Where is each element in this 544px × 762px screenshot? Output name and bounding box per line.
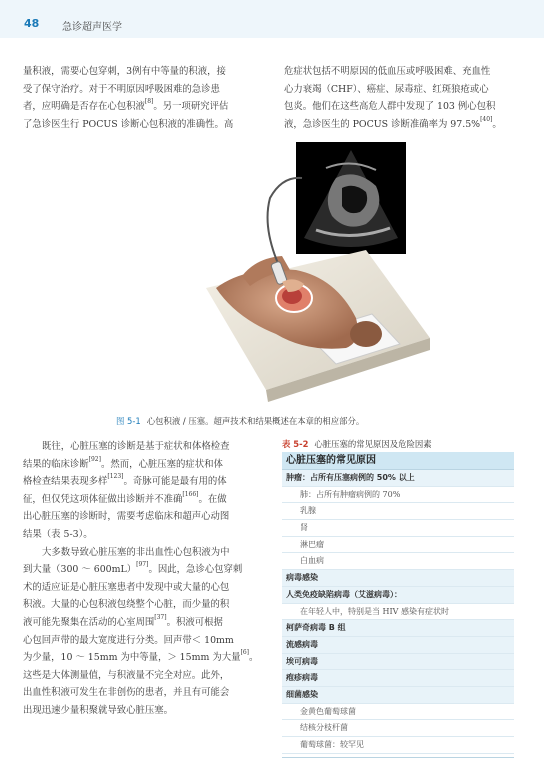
table-row: 白血病	[282, 553, 514, 570]
table-row: 在年轻人中，特别是当 HIV 感染有症状时	[282, 604, 514, 621]
table-title	[282, 438, 514, 452]
table-row: 肾	[282, 520, 514, 537]
bottom-left-paragraph: 既往，心脏压塞的诊断是基于症状和体格检查 结果的临床诊断[92]。然而，心脏压塞的症状和体 格检查结果表现多样[123]。奇脉可能是最有用的体 征，但仅凭这项体征做出诊断并不准确[166]。在做 出心脏压塞的诊断时，需要考虑临床和超声心动图 结果（表 5-3）。 大多数导致心脏压塞的非出血性心包积液为中 到大量（300 ～ 600mL）[97]。因此，急诊心包穿刺 术的适应证是心脏压塞患者中发现中或大量的心包 积液。大量的心包积液包绕整个心脏，而少量的积 液可能先聚集在活动的心室周围[37]。积液可根据 心包回声带的最大宽度进行分类。回声带＜ 10mm 为少量，10 ～ 15mm 为中等量，＞ 15mm 为大量[6]。 这些是大体测量值，与积液量不完全对应。此外， 出血性积液可发生在非创伤的患者，并且有可能会 出现迅速少量积聚就导致心脏压塞。	[23, 441, 259, 716]
table-header: 心脏压塞的常见原因	[282, 452, 514, 470]
table-row: 淋巴瘤	[282, 537, 514, 554]
table-row: 肺：占所有肿瘤病例的 70%	[282, 487, 514, 504]
table-bottom-rule	[282, 757, 514, 758]
figure-caption	[116, 415, 364, 427]
table-label: 表 5-2	[282, 439, 309, 449]
citation: [123]	[107, 473, 124, 481]
top-right-paragraph: 危症状包括不明原因的低血压或呼吸困难、充血性 心力衰竭（CHF）、癌症、尿毒症、红斑狼疮或心 包炎。他们在这些高危人群中发现了 103 例心包积 液，急诊医生的 POCUS 诊断准确率为 97.5%[40]。	[284, 66, 502, 130]
citation: [6]	[240, 649, 249, 657]
top-left-paragraph: 量积液，需要心包穿刺，3例有中等量的积液，接 受了保守治疗。对于不明原因呼吸困难的急诊患 者，应明确是否存在心包积液[8]。另一项研究评估 了急诊医生行 POCUS 诊断心包积液的准确性。高	[23, 66, 234, 130]
table-row: 疱疹病毒	[282, 670, 514, 687]
figure-label: 图 5-1	[116, 416, 141, 426]
table-row: 流感病毒	[282, 637, 514, 654]
citation: [97]	[136, 561, 149, 569]
table-row: 细菌感染	[282, 687, 514, 704]
table-row: 人类免疫缺陷病毒（艾滋病毒）：	[282, 587, 514, 604]
ultrasound-image	[296, 142, 406, 254]
table-row: 柯萨奇病毒 B 组	[282, 620, 514, 637]
citation: [40]	[480, 115, 493, 123]
figure-caption-text: 心包积液 / 压塞。超声技术和结果概述在本章的相应部分。	[146, 416, 365, 426]
citation: [8]	[144, 98, 154, 106]
table-row: 结核分枝杆菌	[282, 720, 514, 737]
table-row: 肿瘤：占所有压塞病例的 50% 以上	[282, 470, 514, 487]
figure-illustration	[186, 138, 430, 404]
citation: [92]	[88, 455, 101, 463]
figure-5-1	[186, 138, 430, 404]
table-row: 埃可病毒	[282, 654, 514, 671]
citation: [37]	[154, 613, 167, 621]
table-body	[282, 470, 514, 754]
table-row: 金黄色葡萄球菌	[282, 704, 514, 721]
citation: [166]	[182, 490, 199, 498]
table-row: 葡萄球菌：较罕见	[282, 737, 514, 754]
table-5-2	[282, 438, 514, 754]
table-row: 病毒感染	[282, 570, 514, 587]
page-number: 48	[24, 17, 40, 30]
book-title: 急诊超声医学	[62, 22, 122, 33]
table-row: 乳腺	[282, 503, 514, 520]
table-title-text: 心脏压塞的常见原因及危险因素	[314, 439, 432, 449]
